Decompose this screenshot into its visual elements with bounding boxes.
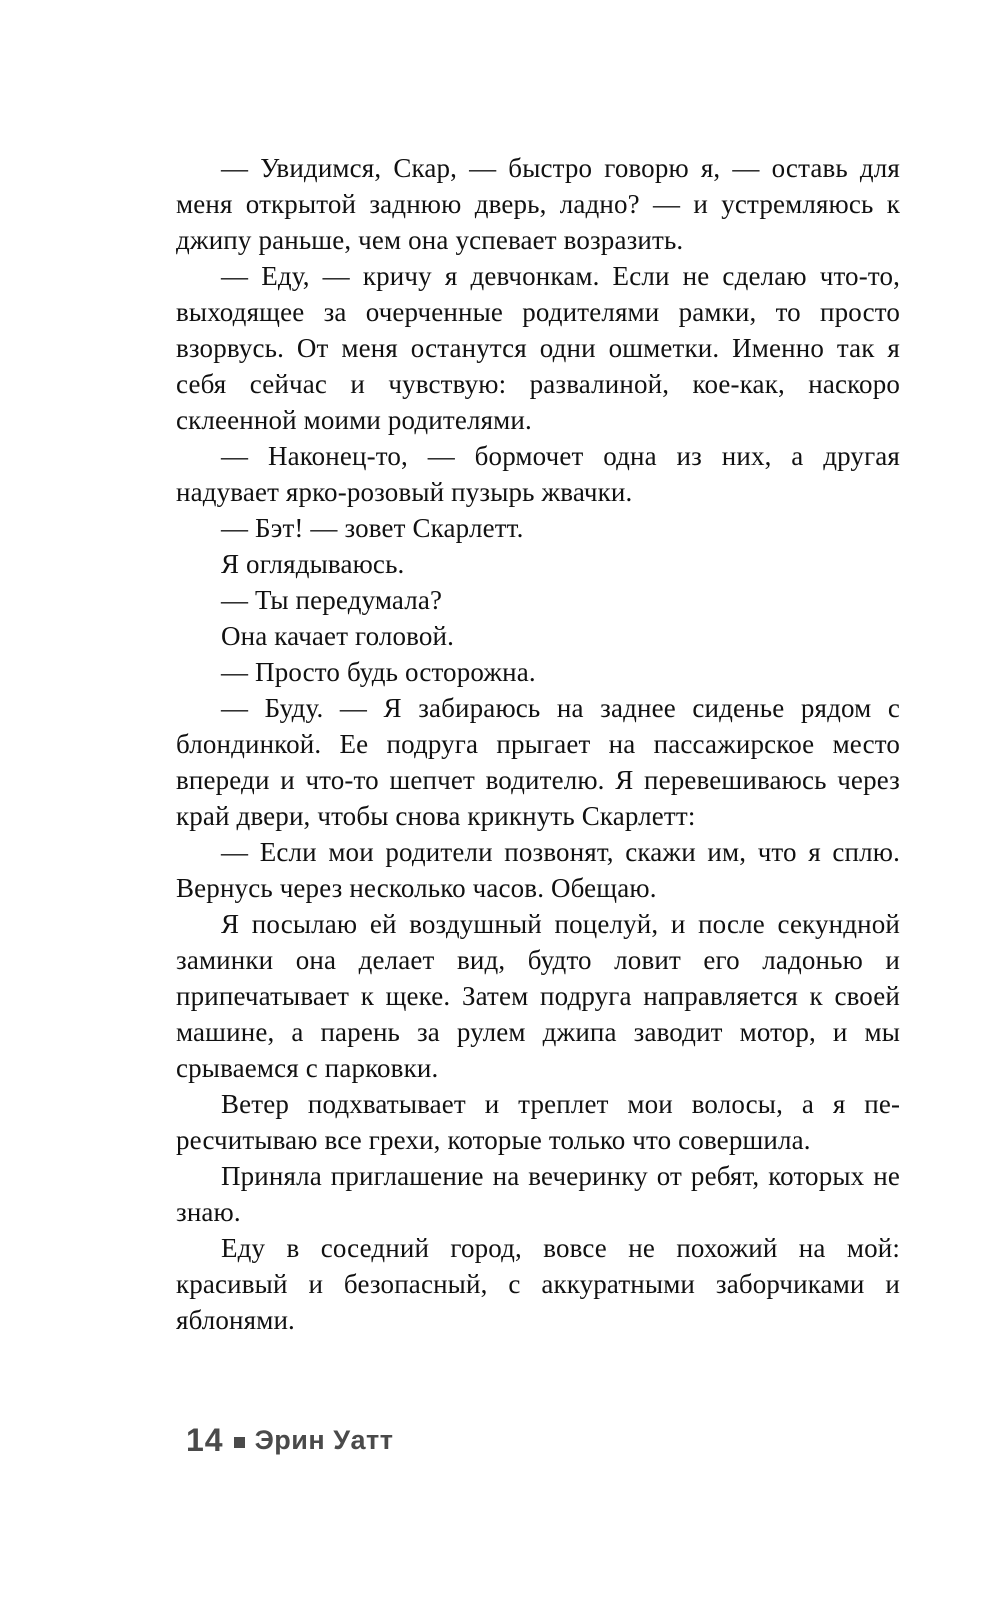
paragraph: — Увидимся, Скар, — быстро говорю я, — оставь для меня открытой заднюю дверь, ладно? — и устремляюсь к джипу раньше, чем она успевает возразить.: [176, 153, 900, 255]
paragraph: — Ты передумала?: [221, 585, 443, 615]
paragraph: — Наконец-то, — бормочет одна из них, а другая надувает ярко-розовый пузырь жвачки.: [176, 441, 900, 507]
paragraph: Она качает головой.: [221, 621, 455, 651]
paragraph: — Бэт! — зовет Скарлетт.: [221, 513, 524, 543]
paragraph: — Еду, — кричу я девчонкам. Если не сделаю что-то, выходящее за очерченные родителями рамки, то просто взорвусь. От меня останутся одни ошметки. Именно так я себя сейчас и чувствую: развалиной, кое-как, наскоро склеенной моими родителями.: [176, 261, 900, 435]
page-number: 14: [186, 1421, 224, 1458]
body-text: [176, 150, 900, 1338]
square-bullet-icon: [234, 1437, 245, 1448]
paragraph: — Просто будь осторожна.: [221, 657, 536, 687]
paragraph: Еду в соседний город, вовсе не похожий на мой: красивый и безопасный, с аккуратными заборчиками и яблонями.: [176, 1233, 900, 1335]
paragraph: Ветер подхватывает и треплет мои волосы, а я пересчитываю все грехи, которые только что совершила.: [176, 1089, 900, 1155]
paragraph: Приняла приглашение на вечеринку от ребят, которых не знаю.: [176, 1161, 900, 1227]
paragraph: — Буду. — Я забираюсь на заднее сиденье рядом с блондинкой. Ее подруга прыгает на пассажирское место впереди и что-то шепчет водителю. Я перевешиваюсь через край двери, чтобы снова крикнуть Скарлетт:: [176, 693, 900, 831]
paragraph: — Если мои родители позвонят, скажи им, что я сплю. Вернусь через несколько часов. Обещаю.: [176, 837, 900, 903]
author-name: Эрин Уатт: [254, 1424, 394, 1455]
paragraph: Я посылаю ей воздушный поцелуй, и после секундной заминки она делает вид, будто ловит его ладонью и припечатывает к щеке. Затем подруга направляется к своей машине, а парень за рулем джипа заводит мотор, и мы срываемся с парковки.: [176, 909, 900, 1083]
page-footer: [186, 1420, 393, 1460]
paragraph: Я оглядываюсь.: [221, 549, 405, 579]
